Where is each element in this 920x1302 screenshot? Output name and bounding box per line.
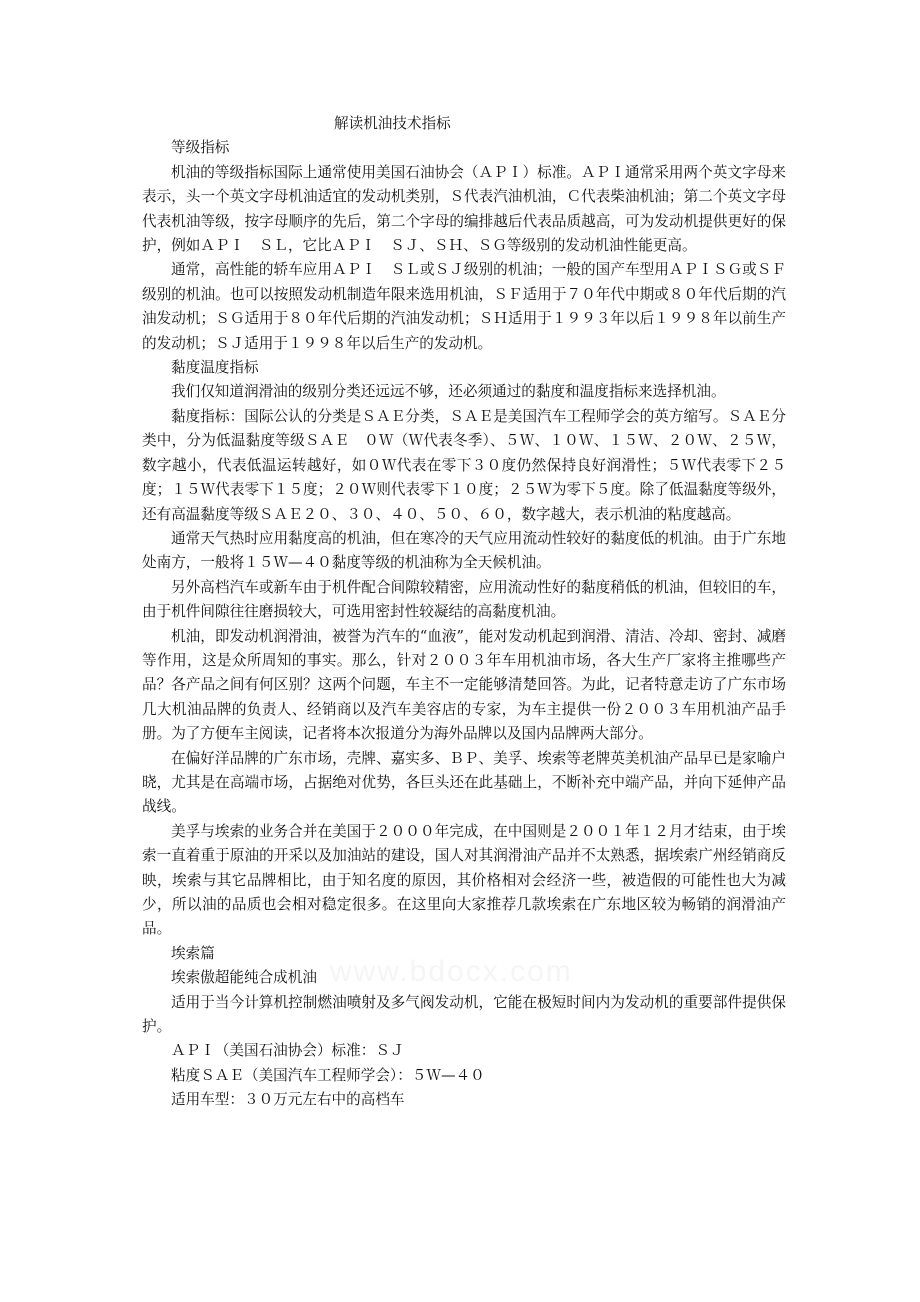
section-heading-esso: 埃索篇 bbox=[171, 944, 215, 962]
paragraph-weather-usage: 通常天气热时应用黏度高的机油，但在寒冷的天气应用流动性较好的黏度低的机油。由于广东地处南方，一般将１５Ｗ—４０黏度等级的机油称为全天候机油。 bbox=[142, 529, 786, 572]
section-heading-grade: 等级指标 bbox=[171, 139, 230, 157]
paragraph-mobil-esso-merger: 美孚与埃索的业务合并在美国于２０００年完成，在中国则是２００１年１２月才结束，由于埃索一直着重于原油的开采以及加油站的建设，国人对其润滑油产品并不太熟悉，据埃索广州经销商反映，埃索与其它品牌相比，由于知名度的原因，其价格相对会经济一些，被造假的可能性也大为减少，所以油的品质也会相对稳定很多。在这里向大家推荐几款埃索在广东地区较为畅销的润滑油产品。 bbox=[142, 822, 786, 938]
paragraph-api-standard: 机油的等级指标国际上通常使用美国石油协会（ＡＰＩ）标准。ＡＰＩ通常采用两个英文字母来表示，头一个英文字母机油适宜的发动机类别，Ｓ代表汽油机油，Ｃ代表柴油机油；第二个英文字母代表机油等级，按字母顺序的先后，第二个字母的编排越后代表品质越高，可为发动机提供更好的保护，例如ＡＰＩ ＳＬ，它比ＡＰＩ ＳＪ、ＳＨ、ＳＧ等级别的发动机油性能更高。 bbox=[142, 163, 786, 255]
watermark: www.bdocx.com bbox=[330, 955, 573, 988]
paragraph-foreign-brands: 在偏好洋品牌的广东市场，壳牌、嘉实多、ＢＰ、美孚、埃索等老牌英美机油产品早已是家喻户晓，尤其是在高端市场，占据绝对优势，各巨头还在此基础上，不断补充中端产品，并向下延伸产品战线。 bbox=[142, 749, 786, 816]
document-page bbox=[142, 112, 786, 1113]
product-name: 埃索傲超能纯合成机油 bbox=[171, 969, 317, 987]
document-title: 解读机油技术指标 bbox=[334, 115, 451, 132]
product-sae-spec: 粘度ＳＡＥ（美国汽车工程师学会）：５Ｗ—４０ bbox=[171, 1066, 485, 1084]
paragraph-engine-oil-market: 机油，即发动机润滑油，被誉为汽车的“血液”，能对发动机起到润滑、清洁、冷却、密封、减磨等作用，这是众所周知的事实。那么，针对２００３年车用机油市场，各大生产厂家将主推哪些产品？各产品之间有何区别？这两个问题，车主不一定能够清楚回答。为此，记者特意走访了广东市场几大机油品牌的负责人、经销商以及汽车美容店的专家，为车主提供一份２００３车用机油产品手册。为了方便车主阅读，记者将本次报道分为海外品牌以及国内品牌两大部分。 bbox=[142, 627, 786, 743]
section-heading-viscosity: 黏度温度指标 bbox=[171, 359, 259, 377]
product-description: 适用于当今计算机控制燃油喷射及多气阀发动机，它能在极短时间内为发动机的重要部件提供保护。 bbox=[142, 993, 786, 1036]
product-vehicle-type: 适用车型：３０万元左右中的高档车 bbox=[171, 1091, 405, 1109]
paragraph-old-new-cars: 另外高档汽车或新车由于机件配合间隙较精密，应用流动性好的黏度稍低的机油，但较旧的车，由于机件间隙往往磨损较大，可选用密封性较凝结的高黏度机油。 bbox=[142, 578, 786, 621]
paragraph-viscosity-intro: 我们仅知道润滑油的级别分类还远远不够，还必须通过的黏度和温度指标来选择机油。 bbox=[171, 383, 726, 401]
product-api-spec: ＡＰＩ（美国石油协会）标准：ＳＪ bbox=[171, 1042, 405, 1060]
paragraph-api-levels: 通常，高性能的轿车应用ＡＰＩ ＳＬ或ＳＪ级别的机油；一般的国产车型用ＡＰＩＳＧ或ＳＦ级别的机油。也可以按照发动机制造年限来选用机油，ＳＦ适用于７０年代中期或８０年代后期的汽油发动机；ＳＧ适用于８０年代后期的汽油发动机；ＳＨ适用于１９９３年以后１９９８年以前生产的发动机；ＳＪ适用于１９９８年以后生产的发动机。 bbox=[142, 261, 786, 352]
paragraph-sae-classification: 黏度指标：国际公认的分类是ＳＡＥ分类，ＳＡＥ是美国汽车工程师学会的英方缩写。ＳＡＥ分类中，分为低温黏度等级ＳＡＥ ０Ｗ（Ｗ代表冬季）、５Ｗ、１０Ｗ、１５Ｗ、２０Ｗ、２５Ｗ，数字越小，代表低温运转越好，如０Ｗ代表在零下３０度仍然保持良好润滑性；５Ｗ代表零下２５度；１５Ｗ代表零下１５度；２０Ｗ则代表零下１０度；２５Ｗ为零下５度。除了低温黏度等级外，还有高温黏度等级ＳＡＥ２０、３０、４０、５０、６０，数字越大，表示机油的粘度越高。 bbox=[142, 407, 786, 523]
